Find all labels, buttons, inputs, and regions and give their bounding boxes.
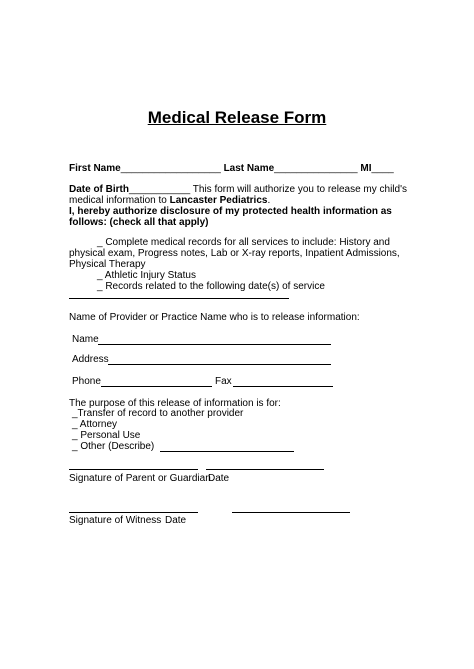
option-athletic-injury[interactable]: _ Athletic Injury Status — [97, 270, 196, 281]
medical-info-text: medical information to — [69, 195, 170, 206]
facility-name: Lancaster Pediatrics — [169, 195, 268, 206]
provider-fax-label: Fax — [215, 376, 232, 387]
option-complete-records[interactable]: _ Complete medical records for all services to include: History and — [97, 237, 390, 248]
witness-signature-label: Signature of Witness — [69, 515, 162, 526]
authorize-text: This form will authorize you to release my child's — [190, 184, 407, 195]
option-complete-records-line2: physical exam, Progress notes, Lab or X-ray reports, Inpatient Admissions, — [69, 248, 400, 259]
provider-address-field[interactable] — [108, 364, 331, 365]
first-name-blank[interactable]: __________________ — [120, 163, 221, 174]
parent-signature-line[interactable] — [69, 469, 198, 470]
period: . — [267, 195, 271, 206]
provider-phone-field[interactable] — [101, 386, 212, 387]
option-complete-records-line3: Physical Therapy — [69, 259, 146, 270]
dob-label: Date of Birth — [69, 184, 129, 195]
dates-of-service-line[interactable] — [69, 298, 289, 299]
purpose-other[interactable]: _ Other (Describe) — [72, 441, 155, 452]
form-title: Medical Release Form — [147, 108, 327, 127]
purpose-attorney[interactable]: _ Attorney — [72, 419, 118, 430]
parent-date-line[interactable] — [206, 469, 324, 470]
parent-signature-label: Signature of Parent or Guardian — [69, 473, 211, 484]
authorize-bold-2: follows: (check all that apply) — [69, 217, 209, 228]
purpose-other-field[interactable] — [160, 451, 294, 452]
parent-date-label: Date — [208, 473, 230, 484]
dob-blank[interactable]: ___________ — [129, 184, 191, 195]
purpose-heading: The purpose of this release of information is for: — [69, 398, 281, 409]
last-name-label: Last Name — [223, 163, 275, 174]
authorize-bold-1: I, hereby authorize disclosure of my protected health information as — [69, 206, 392, 217]
first-name-label: First Name — [69, 163, 121, 174]
provider-address-label: Address — [72, 354, 109, 365]
provider-name-field[interactable] — [98, 344, 331, 345]
provider-name-label: Name — [72, 334, 99, 345]
provider-heading: Name of Provider or Practice Name who is to release information: — [69, 312, 360, 323]
patient-name-row — [69, 163, 394, 175]
mi-label: MI — [360, 163, 372, 174]
witness-date-line[interactable] — [232, 512, 350, 513]
purpose-personal-use[interactable]: _ Personal Use — [72, 430, 141, 441]
option-records-dates[interactable]: _ Records related to the following date(s) of service — [97, 281, 325, 292]
witness-date-label: Date — [165, 515, 187, 526]
provider-phone-label: Phone — [72, 376, 101, 387]
witness-signature-line[interactable] — [69, 512, 198, 513]
provider-fax-field[interactable] — [233, 386, 333, 387]
mi-blank[interactable]: ____ — [371, 163, 394, 174]
purpose-transfer[interactable]: _Transfer of record to another provider — [72, 408, 244, 419]
last-name-blank[interactable]: _______________ — [274, 163, 358, 174]
